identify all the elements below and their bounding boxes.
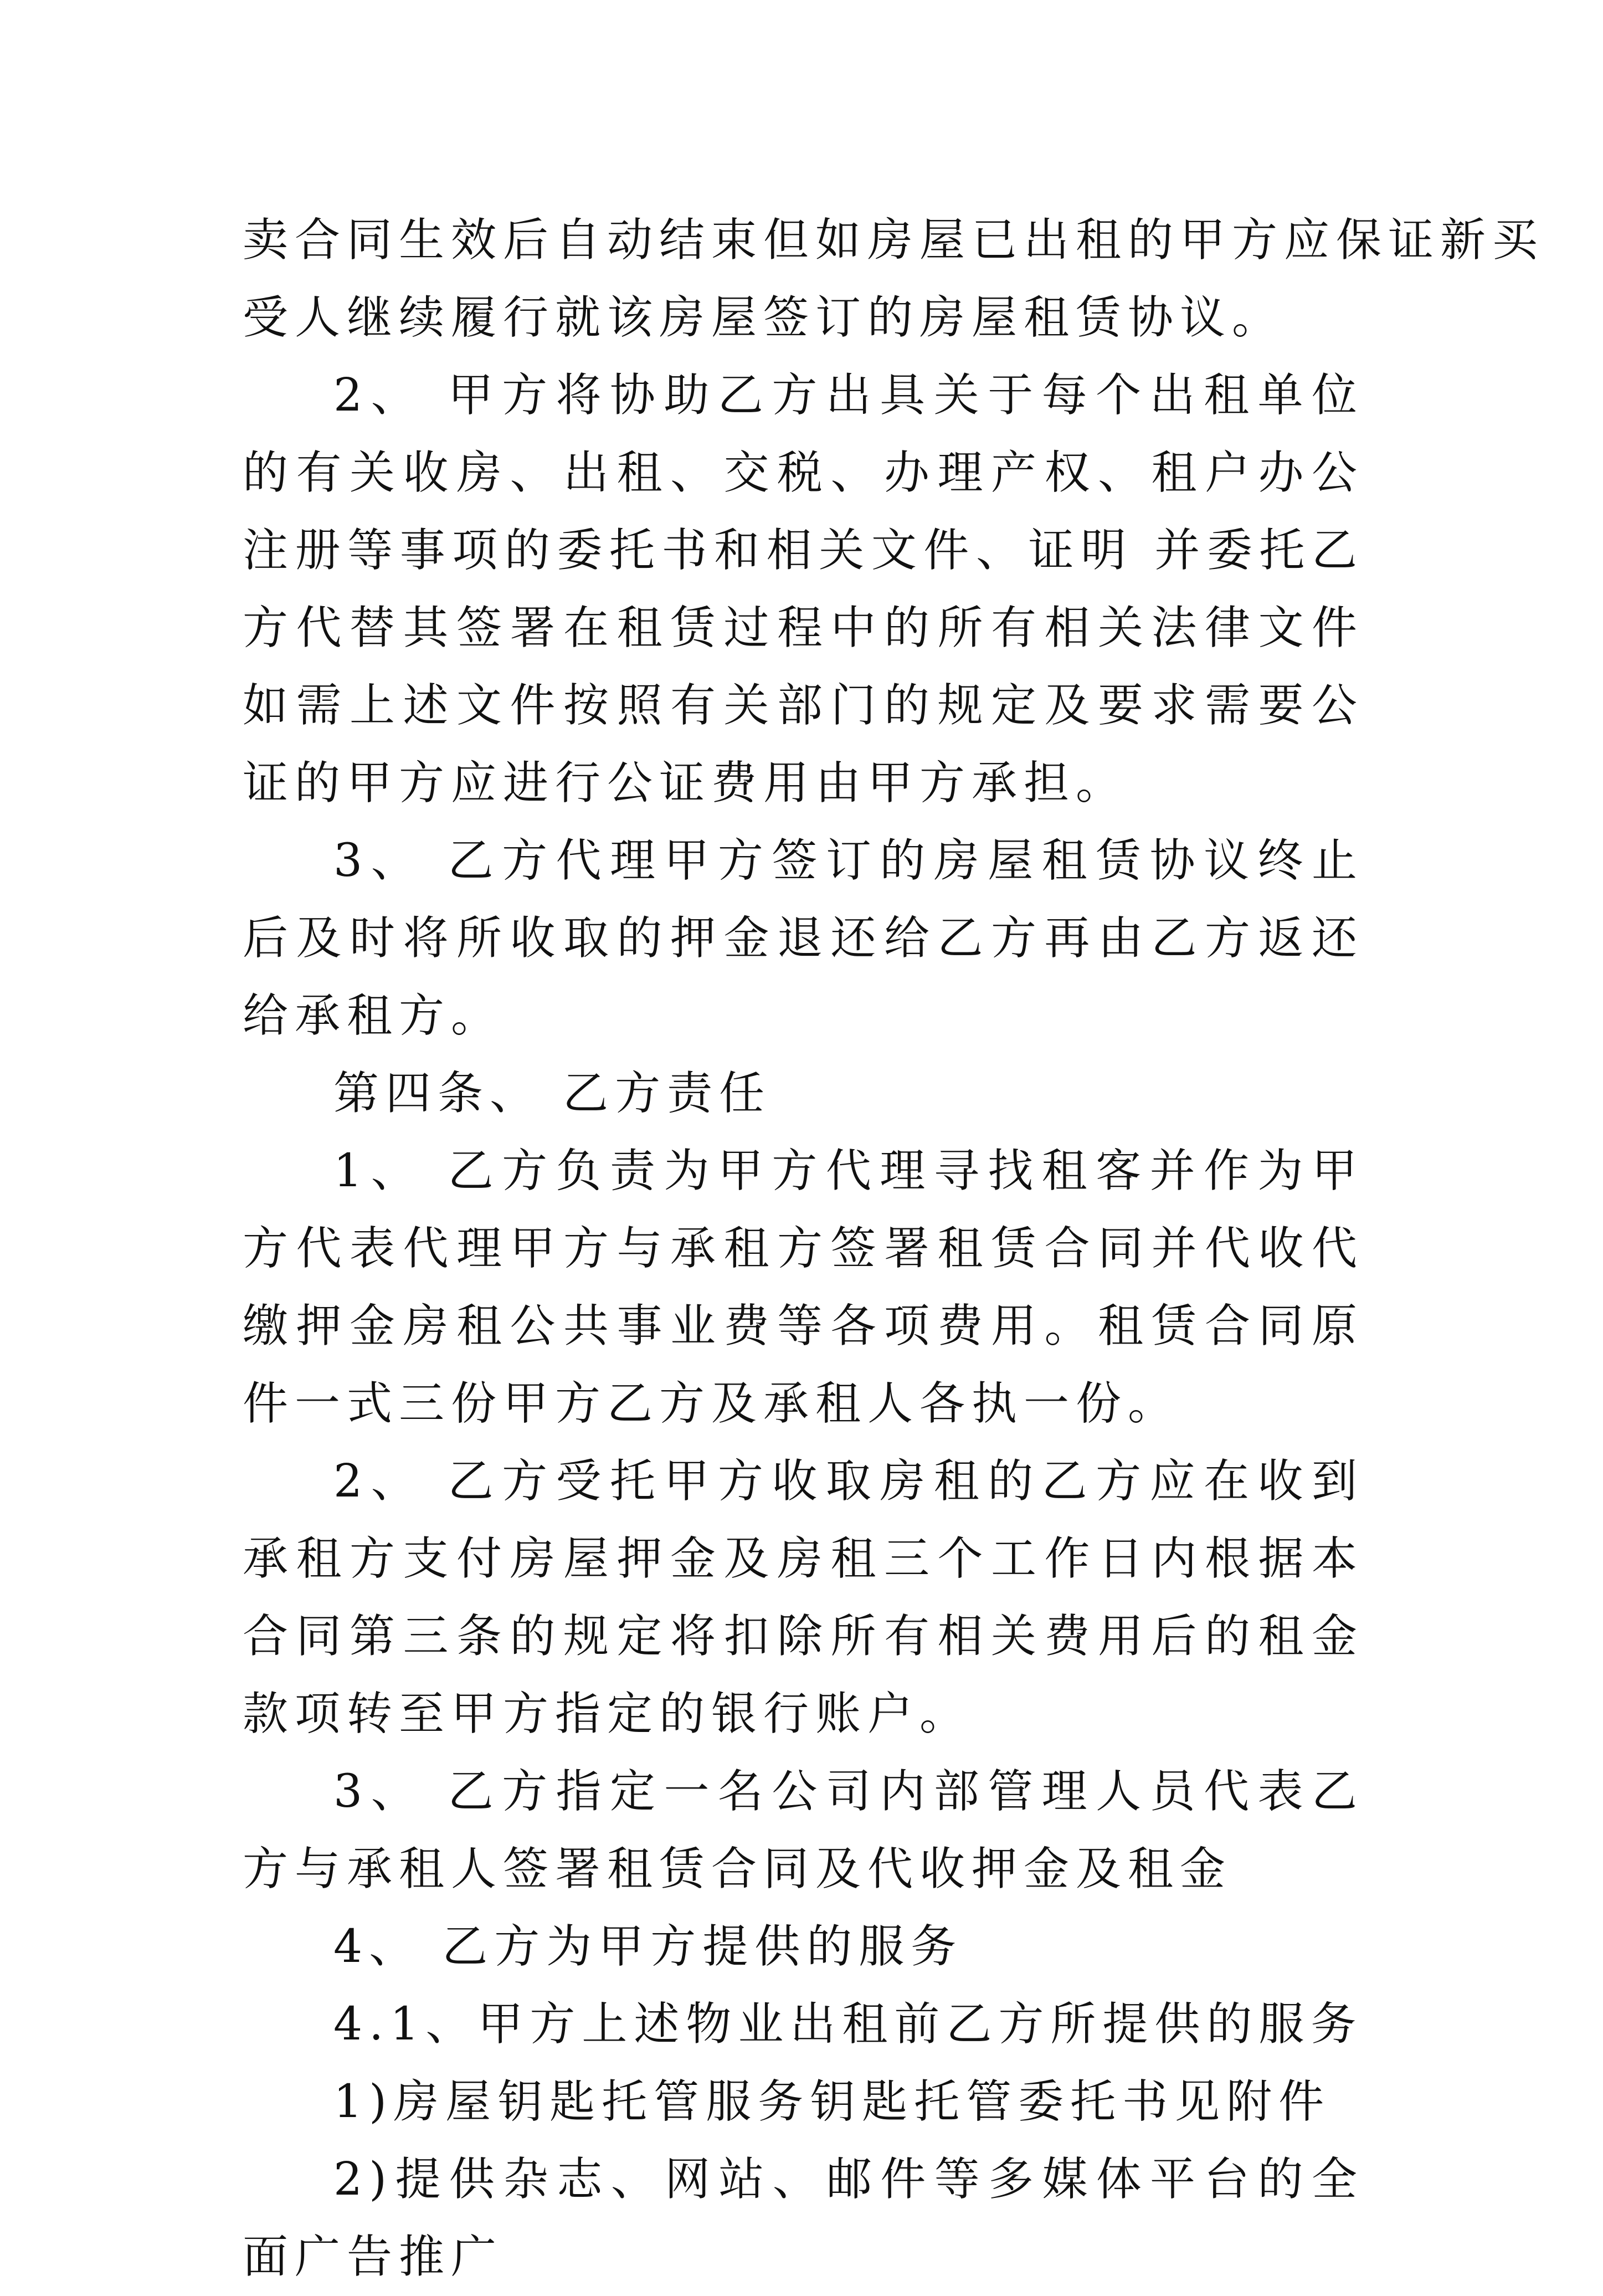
- paragraph-clause-4-1: 1、 乙方负责为甲方代理寻找租客并作为甲方代表代理甲方与承租方签署租赁合同并代收代缴押金房租公共事业费等各项费用。租赁合同原件一式三份甲方乙方及承租人各执一份。: [243, 1145, 1364, 1430]
- section-heading-article-4: 第四条、 乙方责任: [333, 1067, 772, 1120]
- paragraph-clause-3-2: 2、 甲方将协助乙方出具关于每个出租单位的有关收房、出租、交税、办理产权、租户办公注册等事项的委托书和相关文件、证明 并委托乙方代替其签署在租赁过程中的所有相关法律文件如需上述文件按照有关部门的规定及要求需要公证的甲方应进行公证费用由甲方承担。: [243, 369, 1364, 809]
- list-item-advertising: 2)提供杂志、网站、邮件等多媒体平台的全面广告推广: [243, 2153, 1364, 2283]
- paragraph-clause-4-2: 2、 乙方受托甲方收取房租的乙方应在收到承租方支付房屋押金及房租三个工作日内根据本合同第三条的规定将扣除所有相关费用后的租金款项转至甲方指定的银行账户。: [243, 1455, 1364, 1740]
- text-line: 受人继续履行就该房屋签订的房屋租赁协议。: [243, 291, 1285, 344]
- text-line: 卖合同生效后自动结束但如房屋已出租的甲方应保证新买: [243, 214, 1545, 266]
- document-body: [243, 202, 1545, 2296]
- paragraph-intro: [243, 202, 1545, 357]
- paragraph-clause-4-3: 3、 乙方指定一名公司内部管理人员代表乙方与承租人签署租赁合同及代收押金及租金: [243, 1765, 1364, 1895]
- paragraph-clause-4-4: 4、 乙方为甲方提供的服务: [333, 1920, 963, 1973]
- list-item-key-custody: 1)房屋钥匙托管服务钥匙托管委托书见附件: [333, 2075, 1331, 2128]
- paragraph-clause-3-3: 3、 乙方代理甲方签订的房屋租赁协议终止后及时将所收取的押金退还给乙方再由乙方返还给承租方。: [243, 834, 1364, 1042]
- paragraph-clause-4-4-1: 4.1、甲方上述物业出租前乙方所提供的服务: [333, 1998, 1363, 2051]
